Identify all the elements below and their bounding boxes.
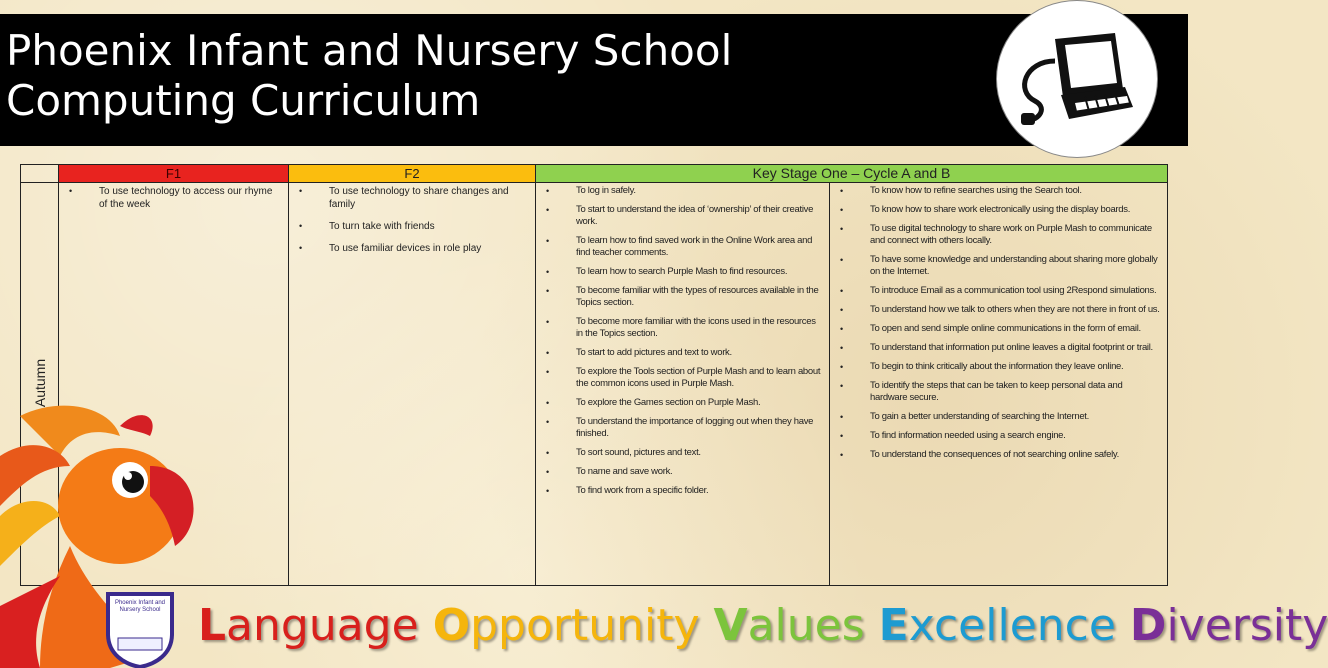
list-item: • To use technology to share changes and family (295, 185, 529, 211)
page-title: Phoenix Infant and Nursery School (6, 26, 733, 75)
header-key-stage-one: Key Stage One – Cycle A and B (536, 165, 1168, 183)
motto-rest: pportunity (470, 600, 700, 651)
header-corner (21, 165, 59, 183)
motto-word (433, 600, 700, 651)
motto-rest: xcellence (908, 600, 1116, 651)
list-item: • To identify the steps that can be taken to keep personal data and hardware secure. (836, 380, 1161, 404)
list-item: • To understand that information put online leaves a digital footprint or trail. (836, 342, 1161, 354)
badge-text: Phoenix Infant and Nursery School (114, 600, 166, 613)
motto-initial: O (432, 600, 471, 651)
list-item: • To find work from a specific folder. (542, 485, 823, 497)
motto-rest: alues (747, 600, 865, 651)
motto-initial: E (878, 600, 909, 651)
list-item: • To name and save work. (542, 466, 823, 478)
motto-rest: iversity (1166, 600, 1328, 651)
ks-cell-2 (830, 183, 1168, 586)
list-item: • To become more familiar with the icons used in the resources in the Topics section. (542, 316, 823, 340)
list-item: • To have some knowledge and understanding about sharing more globally on the Internet. (836, 254, 1161, 278)
ks-cell-1 (536, 183, 830, 586)
list-item: • To use familiar devices in role play (295, 242, 529, 255)
list-item: • To become familiar with the types of resources available in the Topics section. (542, 285, 823, 309)
f2-cell (289, 183, 536, 586)
list-item: • To introduce Email as a communication tool using 2Respond simulations. (836, 285, 1161, 297)
f1-list (59, 183, 288, 211)
list-item: • To use digital technology to share work on Purple Mash to communicate and connect with others locally. (836, 223, 1161, 247)
list-item: • To learn how to search Purple Mash to find resources. (542, 266, 823, 278)
motto-word (198, 600, 419, 651)
f2-list (289, 183, 535, 255)
motto-word (714, 600, 865, 651)
list-item: • To understand the consequences of not searching online safely. (836, 449, 1161, 461)
list-item: • To start to add pictures and text to work. (542, 347, 823, 359)
header-f1: F1 (59, 165, 289, 183)
list-item: • To use technology to access our rhyme of the week (65, 185, 282, 211)
header-f2: F2 (289, 165, 536, 183)
list-item: • To log in safely. (542, 185, 823, 197)
list-item: • To open and send simple online communications in the form of email. (836, 323, 1161, 335)
school-motto (198, 596, 1328, 656)
list-item: • To understand the importance of logging out when they have finished. (542, 416, 823, 440)
list-item: • To understand how we talk to others when they are not there in front of us. (836, 304, 1161, 316)
list-item: • To learn how to find saved work in the Online Work area and find teacher comments. (542, 235, 823, 259)
list-item: • To gain a better understanding of searching the Internet. (836, 411, 1161, 423)
motto-word (1130, 600, 1328, 651)
motto-word (879, 600, 1116, 651)
ks-list-2 (830, 183, 1167, 461)
motto-rest: anguage (226, 600, 419, 651)
list-item: • To explore the Tools section of Purple Mash and to learn about the common icons used in Purple Mash. (542, 366, 823, 390)
list-item: • To sort sound, pictures and text. (542, 447, 823, 459)
list-item: • To begin to think critically about the information they leave online. (836, 361, 1161, 373)
list-item: • To know how to refine searches using the Search tool. (836, 185, 1161, 197)
list-item: • To start to understand the idea of ‘ownership’ of their creative work. (542, 204, 823, 228)
list-item: • To find information needed using a search engine. (836, 430, 1161, 442)
ks-list-1 (536, 183, 829, 497)
motto-initial: D (1129, 600, 1167, 651)
page-subtitle: Computing Curriculum (6, 76, 481, 125)
row-label-autumn: Autumn (31, 358, 48, 408)
computer-icon (997, 1, 1157, 157)
list-item: • To know how to share work electronically using the display boards. (836, 204, 1161, 216)
motto-initial: V (713, 600, 748, 651)
computer-logo (996, 0, 1158, 158)
list-item: • To turn take with friends (295, 220, 529, 233)
list-item: • To explore the Games section on Purple Mash. (542, 397, 823, 409)
motto-initial: L (198, 600, 227, 651)
